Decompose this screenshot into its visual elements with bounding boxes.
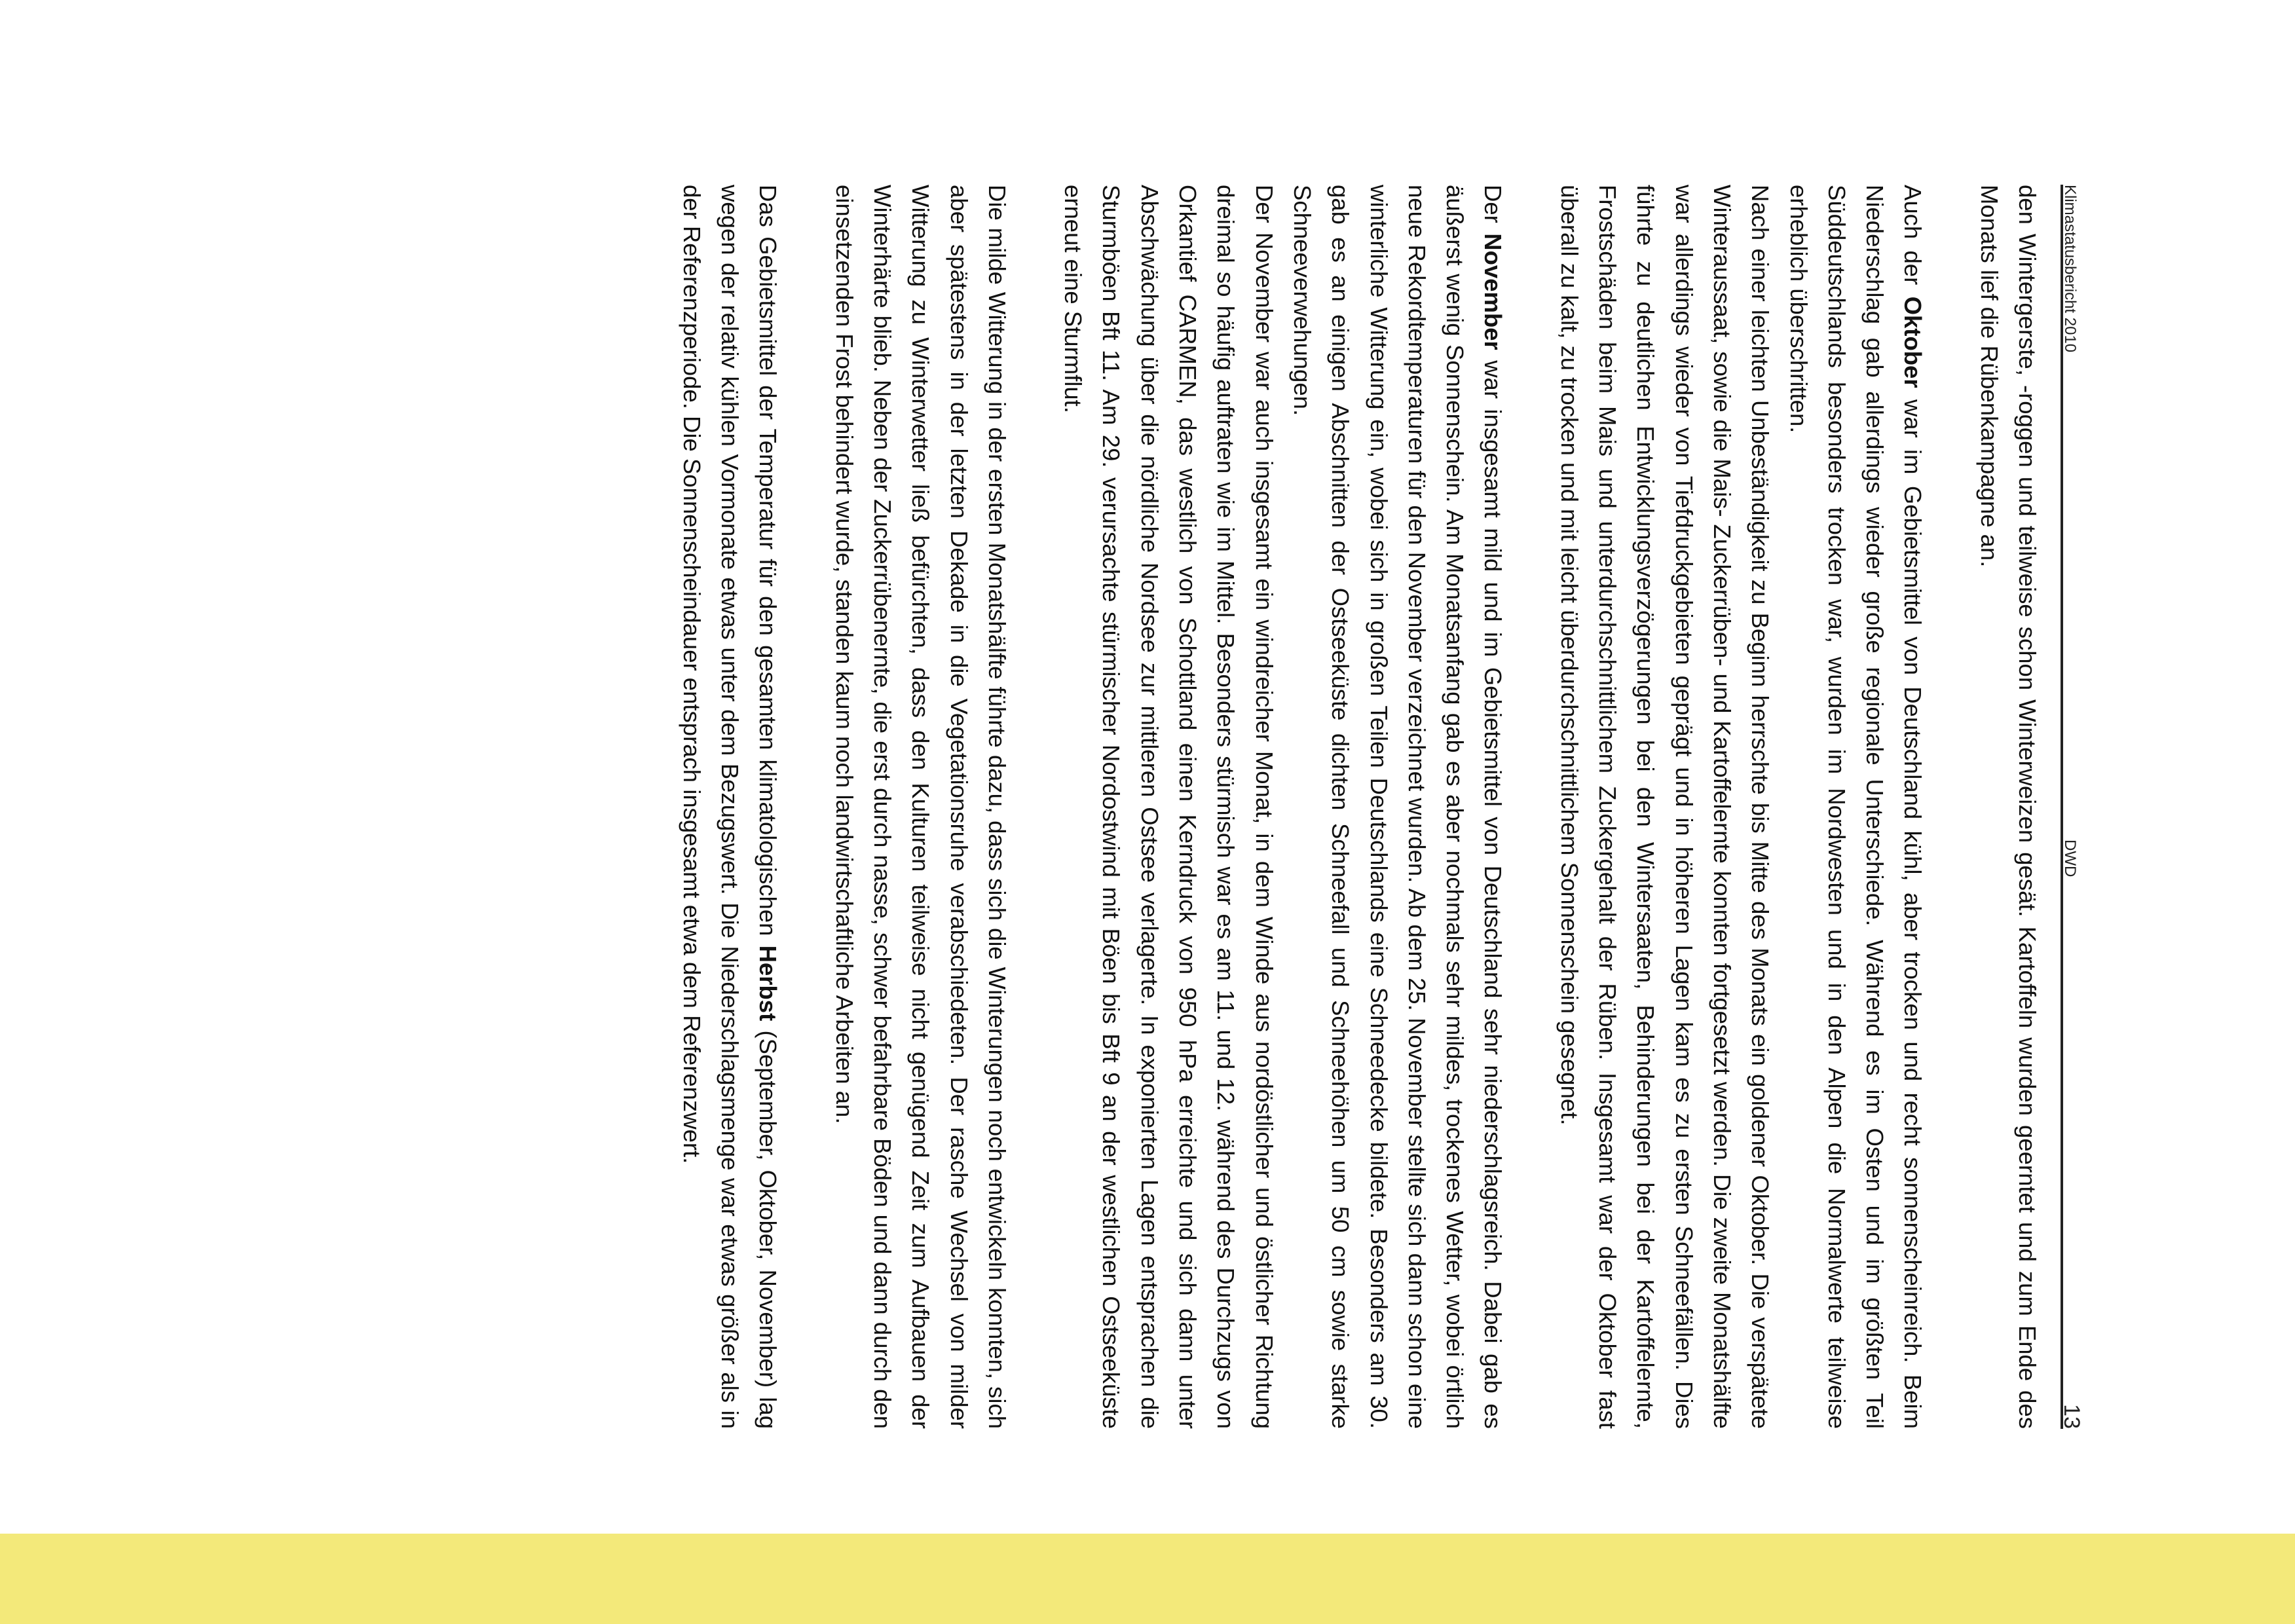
month-oktober: Oktober (1899, 296, 1927, 388)
text-run: war im Gebietsmittel von Deutschland kühl, aber trocken und recht sonnenscheinreich. Beim Niederschlag gab allerdings wieder große regionale Unterschiede. Während es im Osten und im größten Teil Süddeutschlands besonders trocken war, wurden im Nordwesten und in den Alpen die Normalwerte teilweise erheblich überschritten. (1785, 185, 1927, 1430)
month-november: November (1480, 233, 1507, 350)
publisher: DWD (2061, 840, 2079, 877)
paragraph-herbst (673, 185, 787, 1429)
paragraph-oktober-2: Nach einer leichten Unbeständigkeit zu Beginn herrschte bis Mitte des Monats ein goldener Oktober. Die verspätete Winteraussaat, sowie die Mais- Zuckerrüben- und Kartoffelernte konnten fortgesetzt werden. Die zweite Monatshälfte war allerdings wieder von Tiefdruckgebieten geprägt und in höheren Lagen kam es zu ersten Schneefällen. Dies führte zu deutlichen Entwicklungsverzögerungen bei den Wintersaaten, Behinderungen bei der Kartoffelernte, Frostschäden beim Mais und unterdurchschnittlichem Zuckergehalt der Rüben. Insgesamt war der Oktober fast überall zu kalt, zu trocken und mit leicht überdurchschnittlichem Sonnenschein gesegnet. (1556, 185, 1774, 1429)
paragraph-november-2: Der November war auch insgesamt ein windreicher Monat, in dem Winde aus nordöstlicher und östlicher Richtung dreimal so häufig auftraten wie im Mittel. Besonders stürmisch war es am 11. und 12. während des Durchzugs von Orkantief CARMEN, das westlich von Schottland einen Kerndruck von 950 hPa erreichte und sich dann unter Abschwächung über die nördliche Nordsee zur mittleren Ostsee verlagerte. In exponierten Lagen entsprachen die Sturmböen Bft 11. Am 29. verursachte stürmischer Nordostwind mit Böen bis Bft 9 an der westlichen Ostseeküste erneut eine Sturmflut. (1060, 185, 1278, 1429)
text-run: war insgesamt mild und im Gebietsmittel von Deutschland sehr niederschlagsreich. Dabei gab es äußerst wenig Sonnenschein. Am Monatsanfang gab es aber nochmals sehr mildes, trockenes Wetter, wobei örtlich neue Rekordtemperaturen für den November verzeichnet wurden. Ab dem 25. November stellte sich dann schon eine winterliche Witterung ein, wobei sich in großen Teilen Deutschlands eine Schneedecke bildete. Besonders am 30. gab es an einigen Abschnitten der Ostseeküste dichten Schneefall und Schneehöhen um 50 cm sowie starke Schneeverwehungen. (1288, 185, 1507, 1429)
page-header (2061, 185, 2102, 1429)
text-run: (September, Oktober, November) lag wegen der relativ kühlen Vormonate etwas unter dem Bezugswert. Die Niederschlagsmenge war etwas größer als in der Referenzperiode. Die Sonnenscheindauer entsprach insgesamt etwa dem Referenzwert. (678, 185, 782, 1429)
paragraph-1: den Wintergerste, -roggen und teilweise schon Winterweizen gesät. Kartoffeln wurden geerntet und zum Ende des Monats lief die Rübenkampagne an. (1975, 185, 2041, 1429)
paragraph-oktober (1779, 185, 1931, 1429)
page-number: 13 (2059, 1404, 2084, 1429)
rotated-page (321, 185, 2102, 1429)
text-run: Auch der (1899, 185, 1927, 297)
body-text (673, 185, 2047, 1429)
text-run: Der (1480, 185, 1507, 234)
paragraph-november (1283, 185, 1512, 1429)
report-title: Klimastatusbericht 2010 (2061, 185, 2079, 353)
season-herbst: Herbst (755, 945, 782, 1022)
text-run: Das Gebietsmittel der Temperatur für den gesamten klimatologischen (755, 185, 782, 946)
paragraph-november-3: Die milde Witterung in der ersten Monatshälfte führte dazu, dass sich die Winterungen noch entwickeln konnten, sich aber spätestens in der letzten Dekade in die Vegetationsruhe verabschiedeten. Der rasche Wechsel von milder Witterung zu Winterwetter ließ befürchten, dass den Kulturen teilweise nicht genügend Zeit zum Aufbauen der Winterhärte blieb. Neben der Zuckerrübenernte, die erst durch nasse, schwer befahrbare Böden und dann durch den einsetzenden Frost behindert wurde, standen kaum noch landwirtschaftliche Arbeiten an. (830, 185, 1011, 1429)
footer-band (0, 1534, 2295, 1624)
